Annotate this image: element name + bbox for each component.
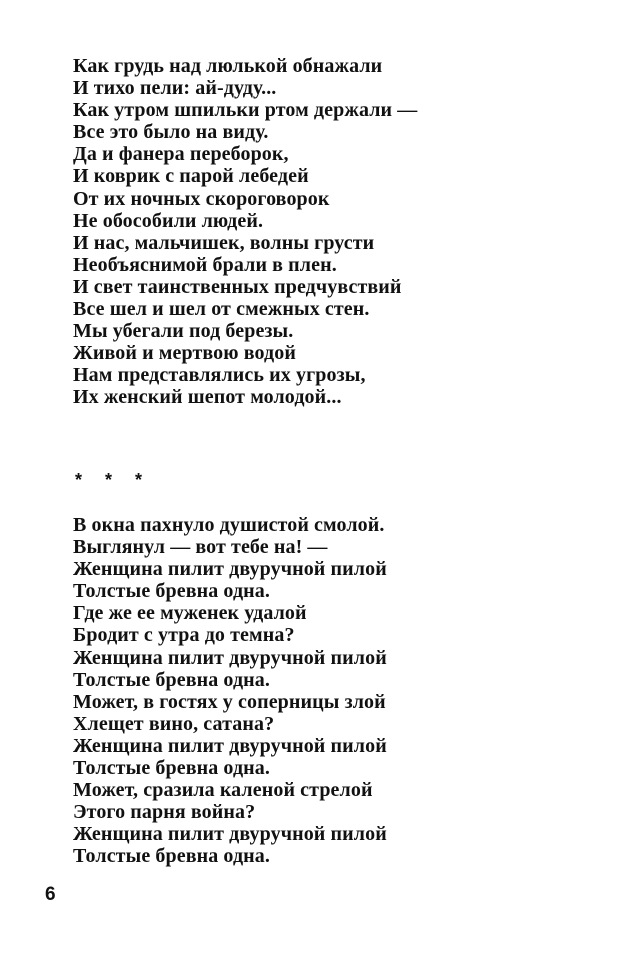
poem-line: Женщина пилит двуручной пилой [73, 823, 387, 846]
poem-line: Нам представлялись их угрозы, [73, 364, 366, 387]
poem-stanza-2 [73, 514, 387, 868]
poem-line: Мы убегали под березы. [73, 320, 294, 343]
poem-line: Необъяснимой брали в плен. [73, 253, 337, 276]
poem-line: Выглянул — вот тебе на! — [73, 536, 328, 559]
poem-line: Хлещет вино, сатана? [73, 712, 275, 735]
poem-line: Толстые бревна одна. [73, 845, 270, 868]
poem-line: Женщина пилит двуручной пилой [73, 558, 387, 581]
poem-line: Может, сразила каленой стрелой [73, 779, 373, 802]
poem-line: Толстые бревна одна. [73, 757, 270, 780]
poem-line: И нас, мальчишек, волны грусти [73, 231, 375, 254]
poem-line: В окна пахнуло душистой смолой. [73, 514, 385, 536]
poem-line: Не обособили людей. [73, 209, 264, 232]
poem-line: И коврик с парой лебедей [73, 165, 309, 188]
poem-line: Этого парня война? [73, 801, 256, 824]
poem-line: Женщина пилит двуручной пилой [73, 646, 387, 669]
page-number: 6 [45, 884, 56, 905]
poem-line: Как грудь над люлькой обнажали [73, 55, 383, 77]
poem-line: От их ночных скороговорок [73, 187, 330, 210]
poem-line: Женщина пилит двуручной пилой [73, 734, 387, 757]
poem-line: Все это было на виду. [73, 121, 269, 144]
poem-line: Их женский шепот молодой... [73, 386, 342, 409]
poem-line: Да и фанера переборок, [73, 143, 289, 166]
poem-line: Толстые бревна одна. [73, 668, 270, 691]
poem-line: Где же ее муженек удалой [73, 602, 307, 625]
poem-line: Может, в гостях у соперницы злой [73, 690, 386, 713]
poem-line: Все шел и шел от смежных стен. [73, 298, 370, 321]
poem-line: И свет таинственных предчувствий [73, 275, 402, 298]
section-separator: * * * [75, 470, 152, 490]
poem-line: Бродит с утра до темна? [73, 624, 295, 647]
poem-line: Живой и мертвою водой [73, 342, 296, 365]
poem-line: Толстые бревна одна. [73, 580, 270, 603]
poem-line: Как утром шпильки ртом держали — [73, 99, 418, 122]
poem-stanza-1 [73, 55, 417, 409]
poem-line: И тихо пели: ай-дуду... [73, 77, 277, 100]
